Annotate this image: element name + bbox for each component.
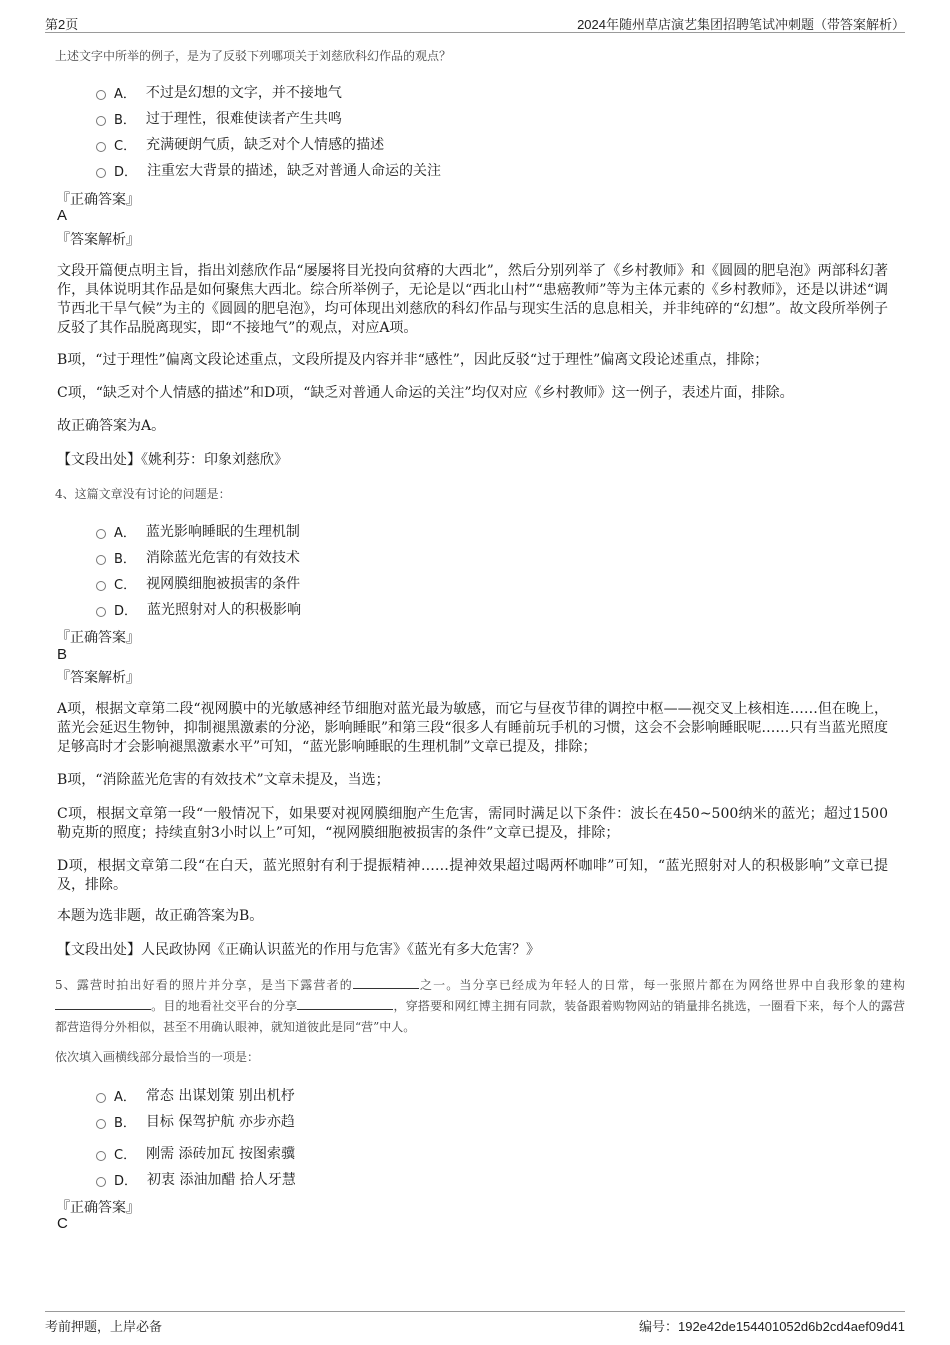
radio-icon[interactable] — [96, 1093, 106, 1103]
q4-analysis-p1: A项，根据文章第二段“视网膜中的光敏感神经节细胞对蓝光最为敏感，而它与昼夜节律的调控中枢——视交叉上核相连……但在晚上，蓝光会延迟生物钟，抑制褪黑激素的分泌，影响睡眠”和第三段“很多人有睡前玩手机的习惯，这会不会影响睡眠呢……只有当蓝光照度足够高时才会影响褪黑激素水平”可知，“蓝光影响睡眠的生理机制”文章已提及，排除； — [57, 701, 888, 755]
q4-answer-label: 『正确答案』 — [56, 630, 140, 646]
q3-analysis-p2: B项，“过于理性”偏离文段论述重点，文段所提及内容并非“感性”，因此反驳“过于理性”偏离文段论述重点，排除； — [57, 352, 769, 368]
q4-option-a[interactable]: A． 蓝光影响睡眠的生理机制 — [96, 521, 300, 541]
q3-analysis-p3: C项，“缺乏对个人情感的描述”和D项，“缺乏对普通人命运的关注”均仅对应《乡村教师》这一例子，表述片面，排除。 — [57, 385, 794, 401]
footer-code: 编号：192e42de154401052d6b2cd4aef09d41 — [638, 1319, 905, 1335]
q3-option-b[interactable]: B． 过于理性，很难使读者产生共鸣 — [96, 108, 342, 128]
q4-option-d[interactable]: D． 蓝光照射对人的积极影响 — [96, 599, 301, 619]
q3-option-c[interactable]: C． 充满硬朗气质，缺乏对个人情感的描述 — [96, 134, 384, 154]
q4-analysis-p3: C项，根据文章第一段“一般情况下，如果要对视网膜细胞产生危害，需同时满足以下条件：波长在450~500纳米的蓝光；超过1500勒克斯的照度；持续直射3小时以上”可知，“视网膜细胞被损害的条件”文章已提及，排除； — [57, 806, 888, 841]
q5-answer: C — [57, 1215, 68, 1232]
blank-2[interactable] — [55, 997, 151, 1010]
q5-prompt: 依次填入画横线部分最恰当的一项是： — [55, 1050, 260, 1064]
q5-option-b[interactable]: B． 目标 保驾护航 亦步亦趋 — [96, 1111, 295, 1131]
q4-analysis-p2: B项，“消除蓝光危害的有效技术”文章未提及，当选； — [57, 772, 390, 788]
q4-answer: B — [57, 646, 68, 663]
q5-option-c[interactable]: C． 刚需 添砖加瓦 按图索骥 — [96, 1143, 295, 1163]
q4-analysis-p4: D项，根据文章第二段“在白天，蓝光照射有利于提振精神……提神效果超过喝两杯咖啡”可知，“蓝光照射对人的积极影响”文章已提及，排除。 — [57, 858, 888, 893]
q4-stem: 4、这篇文章没有讨论的问题是： — [55, 487, 231, 501]
q5-stem: 5、露营时拍出好看的照片并分享，是当下露营者的 之一。当分享已经成为年轻人的日常，每一张照片都在为网络世界中自我形象的建构。目的地看社交平台的分享 ，穿搭要和网红博主拥有同款，装备跟着购物网站的销量排名挑选，一圈看下来，每个人的露营都营造得分外相似，甚至不用确认眼神，就知道彼此是同“营”中人。 — [55, 978, 905, 1034]
q3-option-d[interactable]: D． 注重宏大背景的描述，缺乏对普通人命运的关注 — [96, 160, 441, 180]
q5-answer-label: 『正确答案』 — [56, 1200, 140, 1216]
q3-analysis-p1: 文段开篇便点明主旨，指出刘慈欣作品“屡屡将目光投向贫瘠的大西北”，然后分别列举了《乡村教师》和《圆圆的肥皂泡》两部科幻著作，具体说明其作品是如何聚焦大西北。综合所举例子，无论是以“西北山村”“患癌教师”等为主体元素的《乡村教师》，还是以讲述“调节西北干旱气候”为主的《圆圆的肥皂泡》，均可体现出刘慈欣的科幻作品与现实生活的息息相关，并非纯碎的“幻想”。故文段所举例子反驳了其作品脱离现实，即“不接地气”的观点，对应A项。 — [57, 263, 888, 336]
blank-1[interactable] — [353, 976, 419, 989]
radio-icon[interactable] — [96, 529, 106, 539]
document-title: 2024年随州草店演艺集团招聘笔试冲刺题（带答案解析） — [577, 17, 905, 32]
radio-icon[interactable] — [96, 581, 106, 591]
q4-source: 【文段出处】人民政协网《正确认识蓝光的作用与危害》《蓝光有多大危害？》 — [57, 942, 540, 958]
q3-stem: 上述文字中所举的例子，是为了反驳下列哪项关于刘慈欣科幻作品的观点？ — [55, 49, 452, 63]
footer-slogan: 考前押题，上岸必备 — [45, 1320, 163, 1335]
q4-analysis-label: 『答案解析』 — [56, 670, 140, 686]
radio-icon[interactable] — [96, 1151, 106, 1161]
q3-option-a[interactable]: A． 不过是幻想的文字，并不接地气 — [96, 82, 342, 102]
q3-analysis-p4: 故正确答案为A。 — [57, 418, 166, 434]
blank-3[interactable] — [297, 997, 393, 1010]
radio-icon[interactable] — [96, 116, 106, 126]
radio-icon[interactable] — [96, 142, 106, 152]
radio-icon[interactable] — [96, 607, 106, 617]
page-number: 第2页 — [45, 17, 79, 32]
q5-option-d[interactable]: D． 初衷 添油加醋 拾人牙慧 — [96, 1169, 296, 1189]
page-footer — [45, 1311, 905, 1336]
q3-answer: A — [57, 207, 68, 224]
radio-icon[interactable] — [96, 168, 106, 178]
radio-icon[interactable] — [96, 555, 106, 565]
q4-analysis-p5: 本题为选非题，故正确答案为B。 — [57, 908, 264, 924]
radio-icon[interactable] — [96, 90, 106, 100]
page-header — [45, 10, 905, 33]
q4-option-b[interactable]: B． 消除蓝光危害的有效技术 — [96, 547, 300, 567]
radio-icon[interactable] — [96, 1119, 106, 1129]
q3-analysis-label: 『答案解析』 — [56, 232, 140, 248]
q4-option-c[interactable]: C． 视网膜细胞被损害的条件 — [96, 573, 300, 593]
q3-source: 【文段出处】《姚利芬：印象刘慈欣》 — [57, 452, 288, 468]
radio-icon[interactable] — [96, 1177, 106, 1187]
q3-answer-label: 『正确答案』 — [56, 192, 140, 208]
q5-option-a[interactable]: A． 常态 出谋划策 别出机杼 — [96, 1085, 295, 1105]
